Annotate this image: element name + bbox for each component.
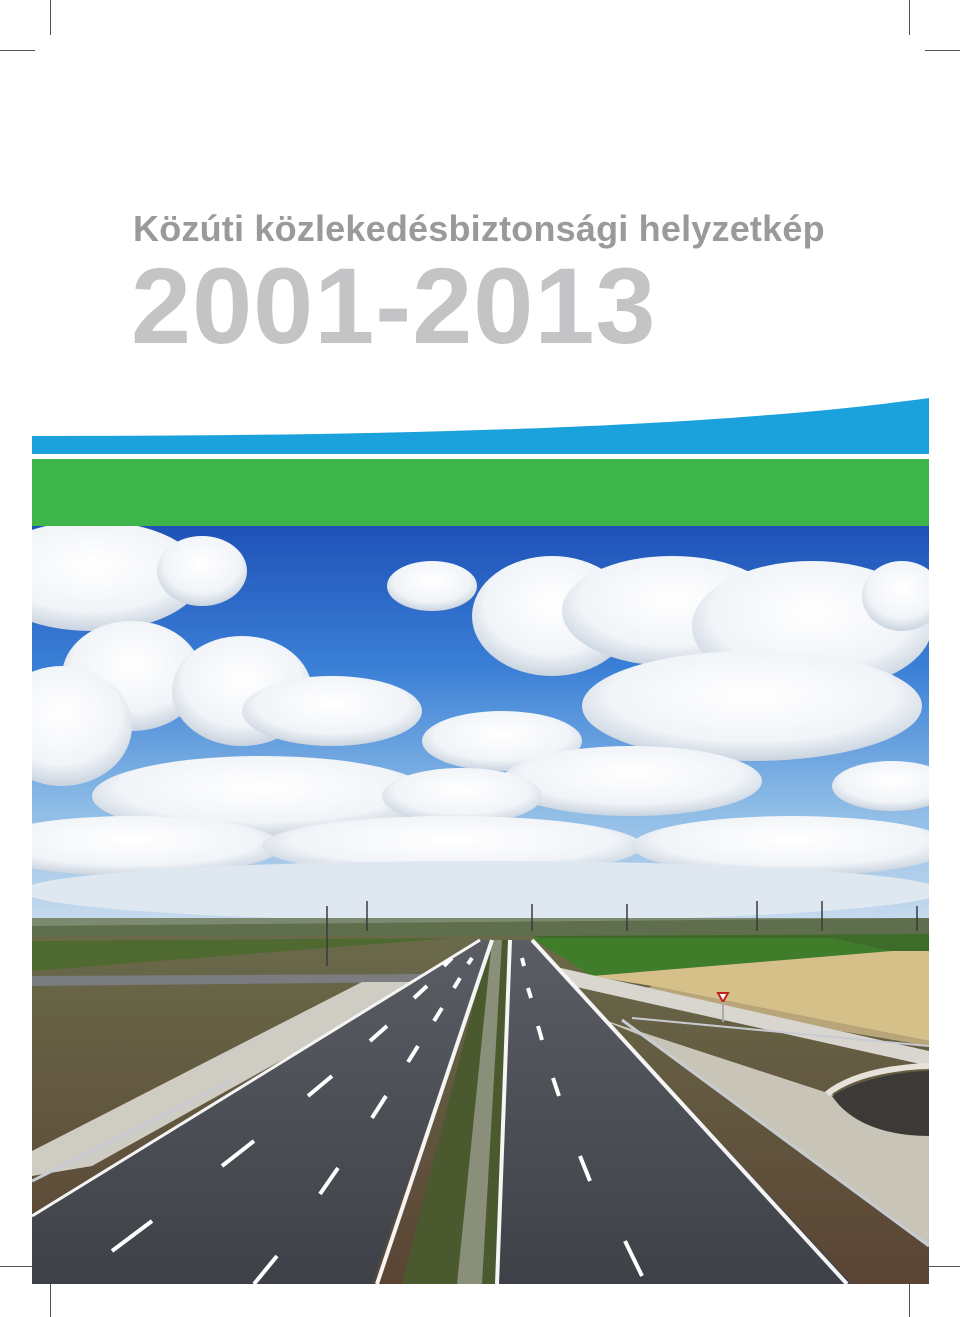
crop-mark-bottom-left-h bbox=[0, 1266, 35, 1267]
crop-mark-top-left-h bbox=[0, 50, 35, 51]
green-band bbox=[32, 459, 929, 526]
crop-mark-bottom-left-v bbox=[50, 1282, 51, 1317]
cover-years: 2001-2013 bbox=[131, 245, 657, 366]
blue-swoosh bbox=[0, 390, 960, 462]
crop-mark-top-right-h bbox=[925, 50, 960, 51]
crop-mark-bottom-right-v bbox=[909, 1282, 910, 1317]
crop-mark-bottom-right-h bbox=[925, 1266, 960, 1267]
cover-title: Közúti közlekedésbiztonsági helyzetkép bbox=[133, 208, 825, 249]
cover-photo bbox=[32, 526, 929, 1284]
crop-mark-top-right-v bbox=[909, 0, 910, 35]
crop-mark-top-left-v bbox=[50, 0, 51, 35]
